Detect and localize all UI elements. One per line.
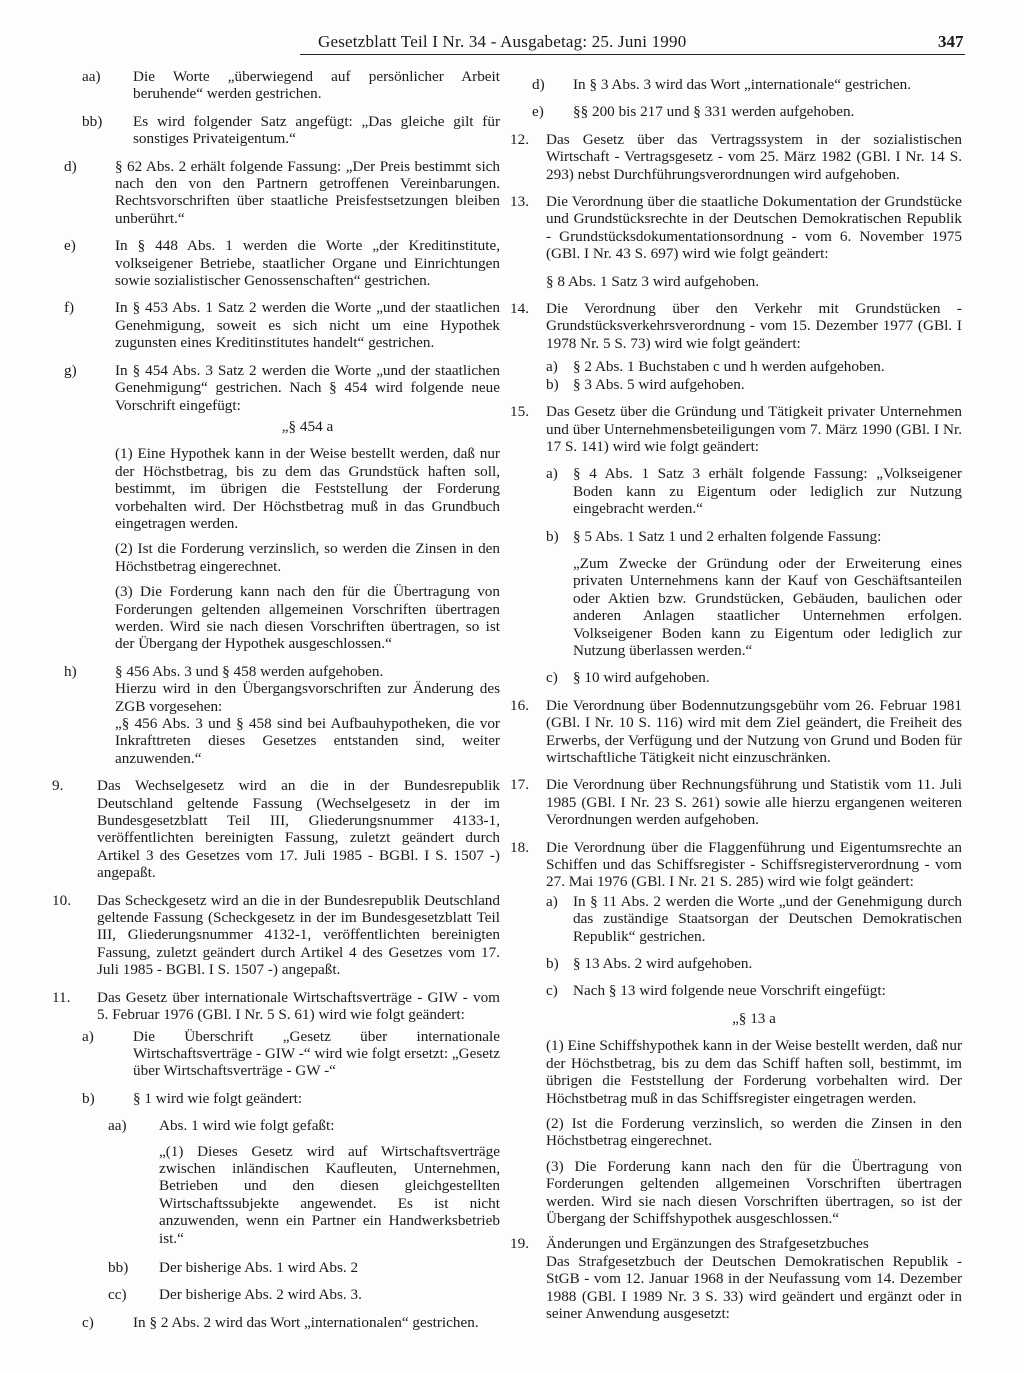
item-18-c: [510, 982, 962, 999]
item-label: g): [64, 361, 77, 379]
item-14-a: [510, 358, 962, 375]
paragraph: (2) Ist die Forderung verzinslich, so werden die Zinsen in den Höchstbetrag eingerechnet.: [115, 540, 500, 575]
item-text: § 5 Abs. 1 Satz 1 und 2 erhalten folgende Fassung:: [573, 527, 882, 545]
item-text: § 1 wird wie folgt geändert:: [133, 1089, 303, 1107]
item-text: Das Gesetz über die Gründung und Tätigkeit privater Unternehmen und über Unternehmensbeteiligungen vom 7. März 1990 (GBl. I Nr. 17 S. 141) wird wie folgt geändert:: [546, 403, 962, 455]
item-text: In § 3 Abs. 3 wird das Wort „internationale“ gestrichen.: [573, 76, 912, 93]
paragraph: (1) Eine Schiffshypothek kann in der Weise bestellt werden, daß nur der Höchstbetrag, bis zu dem das Schiff haften soll, bestimmt, im übrigen die Feststellung der Forderung vorbehalten wird. Der Höchstbetrag muß in das Schiffsregister eingetragen werden.: [546, 1037, 962, 1107]
item-label: 9.: [52, 777, 64, 795]
item-text: Das Gesetz über das Vertragssystem in der sozialistischen Wirtschaft - Vertragsgesetz - vom 25. März 1982 (GBl. I Nr. 14 S. 293) nebst Durchführungsverordnungen wird aufgehoben.: [546, 130, 962, 183]
item-10: [52, 892, 500, 979]
item-label: 12.: [510, 130, 529, 148]
item-label: c): [82, 1313, 94, 1331]
item-18-a: [510, 893, 962, 945]
item-text: § 4 Abs. 1 Satz 3 erhält folgende Fassung: „Volkseigener Boden kann zu Eigentum oder lediglich zur Nutzung eingebracht werden.“: [573, 465, 962, 518]
item-label: b): [546, 375, 559, 393]
item-text: § 13 Abs. 2 wird aufgehoben.: [573, 955, 753, 973]
item-label: b): [546, 955, 559, 973]
item-15-a: [510, 465, 962, 517]
item-label: b): [82, 1089, 95, 1107]
paragraph: (3) Die Forderung kann nach den für die Übertragung von Forderungen geltenden allgemeinen Vorschriften übertragen werden. Wird sie nach diesen Vorschriften übertragen, so ist der Übergang der Schiffshypothek ausgeschlossen.“: [546, 1157, 962, 1227]
item-14: [510, 300, 962, 352]
page-number: 347: [938, 32, 964, 51]
item-r-e: [510, 103, 962, 120]
item-label: a): [546, 465, 558, 483]
item-label: 15.: [510, 403, 529, 421]
item-text: Hierzu wird in den Übergangsvorschriften zur Änderung des ZGB vorgesehen:: [115, 680, 500, 715]
item-label: bb): [82, 112, 103, 130]
item-d: [52, 158, 500, 228]
item-label: c): [546, 669, 558, 687]
gazette-title: Gesetzblatt Teil I Nr. 34 - Ausgabetag: 25. Juni 1990: [318, 32, 687, 51]
item-g: [52, 362, 500, 653]
item-text: Änderungen und Ergänzungen des Strafgesetzbuches: [546, 1235, 869, 1253]
item-text: Das Scheckgesetz wird an die in der Bundesrepublik Deutschland geltende Fassung (Scheckgesetz in der im Bundesgesetzblatt Teil III, Gliederungsnummer 4132-1, veröffentlichten bereinigten Fassung, zuletzt geändert durch Artikel 4 des Gesetzes vom 17. Juli 1985 - BGBl. I S. 1507 -) angepaßt.: [97, 891, 500, 979]
item-text: Die Verordnung über die staatliche Dokumentation der Grundstücke und Grundstücksrechte in der Deutschen Demokratischen Republik - Grundstücksdokumentationsordnung - vom 6. November 1975 (GBl. I Nr. 43 S. 697) wird wie folgt geändert:: [546, 193, 962, 263]
item-text: Die Verordnung über Bodennutzungsgebühr vom 26. Februar 1981 (GBl. I Nr. 10 S. 116) wird mit dem Ziel geändert, die Freiheit des Erwerbs, der Verfügung und der Nutzung von Grund und Boden für wirtschaftliche Tätigkeit nicht einzuschränken.: [546, 696, 962, 766]
item-text: In § 453 Abs. 1 Satz 2 werden die Worte „und der staatlichen Genehmigung, soweit es sich nicht um eine Hypothek zugunsten eines Kreditinstitutes handelt“ gestrichen.: [115, 299, 500, 352]
item-11-b: [52, 1090, 500, 1331]
item-e: [52, 237, 500, 289]
paragraph: (2) Ist die Forderung verzinslich, so werden die Zinsen in den Höchstbetrag eingerechnet.: [546, 1114, 962, 1150]
page-header: [0, 22, 1024, 52]
item-label: c): [546, 982, 558, 1000]
item-label: d): [532, 76, 545, 93]
item-label: 18.: [510, 838, 529, 856]
item-text: Die Verordnung über die Flaggenführung und Eigentumsrechte an Schiffen und das Schiffsregister - Schiffsregisterverordnung - vom 27. Mai 1976 (GBl. I Nr. 21 S. 285) wird wie folgt geändert:: [546, 838, 962, 891]
item-text: Die Verordnung über Rechnungsführung und Statistik vom 11. Juli 1985 (GBl. I Nr. 23 S. 261) sowie alle hierzu ergangenen weiteren Verordnungen werden aufgehoben.: [546, 776, 962, 829]
item-text: Abs. 1 wird wie folgt gefaßt:: [159, 1117, 335, 1135]
item-15-b: [510, 528, 962, 545]
item-label: 10.: [52, 891, 71, 909]
item-label: 17.: [510, 776, 529, 794]
item-text: Nach § 13 wird folgende neue Vorschrift eingefügt:: [573, 982, 886, 1000]
item-label: b): [546, 527, 559, 545]
item-text: In § 454 Abs. 3 Satz 2 werden die Worte „und der staatlichen Genehmigung“ gestrichen. Nach § 454 wird folgende neue Vorschrift eingefügt:: [115, 361, 500, 414]
item-text: §§ 200 bis 217 und § 331 werden aufgehoben.: [573, 103, 855, 121]
item-18: [510, 839, 962, 891]
item-11-a: [52, 1028, 500, 1080]
item-label: d): [64, 157, 77, 175]
item-18-b: [510, 955, 962, 972]
item-label: h): [64, 662, 77, 680]
item-aa: [44, 68, 500, 103]
item-13: [510, 193, 962, 263]
item-text: „§ 456 Abs. 3 und § 458 sind bei Aufbauhypotheken, die vor Inkrafttreten dieses Gesetzes entstanden sind, weiter anzuwenden.“: [115, 715, 500, 767]
paragraph: (1) Eine Hypothek kann in der Weise bestellt werden, daß nur der Höchstbetrag, bis zu dem das Grundstück haften soll, bestimmt, im übrigen die Feststellung der Forderung vorbehalten wird. Der Höchstbetrag muß in das Grundbuch eingetragen werden.: [115, 445, 500, 532]
left-column: [52, 68, 500, 1341]
item-r-d: [510, 76, 962, 93]
item-16: [510, 697, 962, 767]
item-label: e): [532, 103, 544, 121]
section-heading: „§ 454 a: [281, 417, 334, 435]
item-text: Es wird folgender Satz angefügt: „Das gleiche gilt für sonstiges Privateigentum.“: [133, 112, 500, 148]
item-text: Die Verordnung über den Verkehr mit Grundstücken - Grundstücksverkehrsverordnung - vom 15. Dezember 1977 (GBl. I 1978 Nr. 5 S. 73) wird wie folgt geändert:: [546, 300, 962, 352]
item-label: 14.: [510, 300, 529, 318]
item-label: bb): [108, 1258, 129, 1276]
item-label: a): [546, 892, 558, 910]
item-label: e): [64, 237, 76, 255]
item-label: 13.: [510, 193, 529, 211]
item-text: In § 11 Abs. 2 werden die Worte „und der Genehmigung durch das zuständige Staatsorgan der Deutschen Demokratischen Republik“ gestrichen.: [573, 892, 962, 945]
item-label: 11.: [52, 988, 71, 1006]
item-12: [510, 131, 962, 183]
item-bb: [44, 113, 500, 148]
item-17: [510, 776, 962, 828]
item-19: [510, 1235, 962, 1252]
item-text: § 456 Abs. 3 und § 458 werden aufgehoben.: [115, 662, 384, 680]
item-9: [52, 777, 500, 881]
item-text: Der bisherige Abs. 1 wird Abs. 2: [159, 1258, 359, 1276]
item-text: § 10 wird aufgehoben.: [573, 669, 710, 687]
item-label: cc): [108, 1286, 127, 1304]
item-text: In § 2 Abs. 2 wird das Wort „internationalen“ gestrichen.: [133, 1313, 479, 1331]
paragraph: Das Strafgesetzbuch der Deutschen Demokratischen Republik - StGB - vom 12. Januar 1968 in der Neufassung vom 14. Dezember 1988 (GBl. I 1989 Nr. 3 S. 33) wird geändert und ergänzt oder in seiner Anwendung ausgesetzt:: [546, 1252, 962, 1322]
item-14-b: [510, 376, 962, 393]
item-text: Das Gesetz über internationale Wirtschaftsverträge - GIW - vom 5. Februar 1976 (GBl. I Nr. 5 S. 61) wird wie folgt geändert:: [97, 988, 500, 1024]
item-11: [52, 989, 500, 1024]
item-label: a): [546, 358, 558, 376]
item-15: [510, 403, 962, 455]
item-text: § 62 Abs. 2 erhält folgende Fassung: „Der Preis bestimmt sich nach den von den Partnern getroffenen Vereinbarungen. Rechtsvorschriften über staatliche Preisfestsetzungen bleiben unberührt.“: [115, 157, 500, 227]
section-heading: „§ 13 a: [732, 1009, 776, 1027]
item-15-c: [510, 669, 962, 686]
item-text: Das Wechselgesetz wird an die in der Bundesrepublik Deutschland geltende Fassung (Wechselgesetz in der im Bundesgesetzblatt Teil III, Gliederungsnummer 4133-1, veröffentlichten bereinigten Fassung, zuletzt geändert durch Artikel 3 des Gesetzes vom 17. Juli 1985 - BGBl. I S. 1507 -) angepaßt.: [97, 777, 500, 882]
item-text: In § 448 Abs. 1 werden die Worte „der Kreditinstitute, volkseigener Betriebe, staatlicher Organe und Einrichtungen sowie sozialistischer Genossenschaften“ gestrichen.: [115, 237, 500, 290]
quote: „Zum Zwecke der Gründung oder der Erweiterung eines privaten Unternehmens kann der Kauf von Geschäftsanteilen oder Aktien bzw. Grundstücken, Gebäuden, baulichen oder anderen Anlagen staatlicher Unternehmen erfolgen. Volkseigener Boden kann zu Eigentum oder lediglich zur Nutzung überlassen werden.“: [573, 554, 962, 659]
paragraph: (3) Die Forderung kann nach den für die Übertragung von Forderungen geltenden allgemeinen Vorschriften übertragen werden. Wird sie nach diesen Vorschriften übertragen, so ist der Übergang der Hypothek ausgeschlossen.“: [115, 583, 500, 653]
header-rule: [300, 54, 965, 55]
paragraph: § 8 Abs. 1 Satz 3 wird aufgehoben.: [546, 272, 760, 290]
item-f: [52, 299, 500, 351]
item-label: f): [64, 299, 75, 317]
item-text: Die Überschrift „Gesetz über internationale Wirtschaftsverträge - GIW -“ wird wie folgt ersetzt: „Gesetz über Wirtschaftsverträge - GW -“: [133, 1027, 500, 1080]
item-text: Der bisherige Abs. 2 wird Abs. 3.: [159, 1286, 362, 1304]
quote: „(1) Dieses Gesetz wird auf Wirtschaftsverträge zwischen inländischen Kaufleuten, Unternehmen, Betrieben und den diesen gleichgestellten Wirtschaftssubjekte angewendet. Es ist nicht anzuwenden, wenn ein Partner ein Handwerksbetrieb ist.“: [159, 1142, 500, 1247]
item-text: § 3 Abs. 5 wird aufgehoben.: [573, 375, 745, 393]
item-h: [52, 663, 500, 767]
item-text: Die Worte „überwiegend auf persönlicher Arbeit beruhende“ werden gestrichen.: [133, 68, 500, 103]
item-text: § 2 Abs. 1 Buchstaben c und h werden aufgehoben.: [573, 358, 885, 376]
item-label: a): [82, 1027, 94, 1045]
item-label: 16.: [510, 696, 529, 714]
item-label: 19.: [510, 1235, 529, 1253]
item-label: aa): [82, 68, 101, 85]
right-column: [510, 76, 962, 1330]
item-label: aa): [108, 1117, 127, 1135]
